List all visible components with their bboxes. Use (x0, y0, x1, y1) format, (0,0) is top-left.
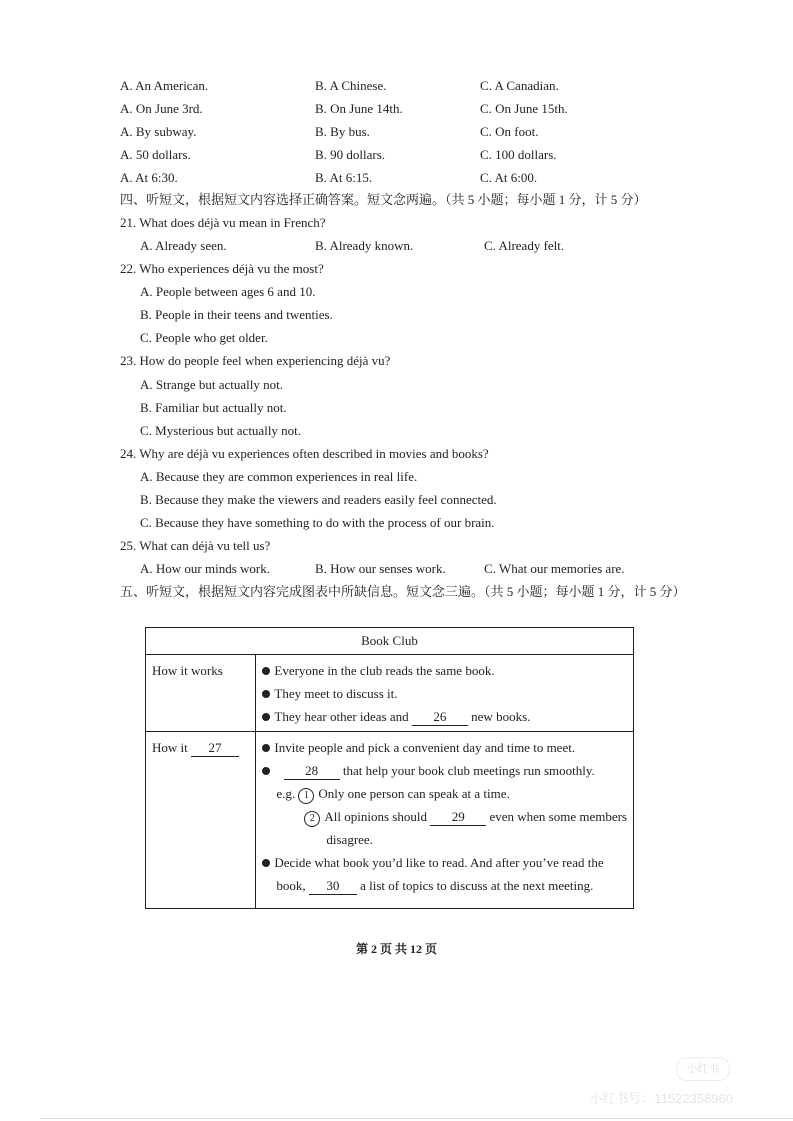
bullet-icon (262, 713, 270, 721)
list-item: Everyone in the club reads the same book. (262, 659, 627, 682)
q18-option-b: B. By bus. (315, 124, 370, 139)
q24-option-a: A. Because they are common experiences in real life. (140, 469, 418, 484)
q24-option-b: B. Because they make the viewers and readers easily feel connected. (140, 492, 497, 507)
bullet-icon (262, 667, 270, 675)
list-item: 28 that help your book club meetings run smoothly. (262, 759, 627, 782)
q25-option-a: A. How our minds work. (140, 561, 270, 576)
answer-blank-30[interactable]: 30 (309, 878, 357, 895)
q19-option-b: B. 90 dollars. (315, 147, 386, 162)
bottom-divider (40, 1118, 793, 1119)
bullet-icon (262, 690, 270, 698)
q16-option-c: C. A Canadian. (480, 78, 559, 93)
list-item: Invite people and pick a convenient day and time to meet. (262, 736, 627, 759)
q23-option-a: A. Strange but actually not. (140, 377, 283, 392)
list-item: They meet to discuss it. (262, 682, 627, 705)
q19-option-c: C. 100 dollars. (480, 147, 557, 162)
answer-blank-28[interactable]: 28 (284, 763, 340, 780)
circled-number-icon: 1 (298, 788, 314, 804)
watermark-logo: 小红书 (676, 1057, 730, 1081)
q25-stem: 25. What can déjà vu tell us? (120, 538, 271, 553)
q23-stem: 23. How do people feel when experiencing déjà vu? (120, 353, 391, 368)
bullet-icon (262, 859, 270, 867)
row-label-how-it: How it 27 (146, 732, 256, 909)
row-content-how-it (256, 732, 634, 909)
page-footer: 第 2 页 共 12 页 (355, 942, 437, 956)
q22-stem: 22. Who experiences déjà vu the most? (120, 261, 324, 276)
q17-option-a: A. On June 3rd. (120, 101, 203, 116)
q20-option-c: C. At 6:00. (480, 170, 538, 185)
q16-option-b: B. A Chinese. (315, 78, 387, 93)
q21-option-c: C. Already felt. (484, 238, 565, 253)
section-5-heading: 五、听短文，根据短文内容完成图表中所缺信息。短文念三遍。（共 5 小题；每小题 1 分，计 5 分） (120, 584, 686, 599)
book-club-table (145, 627, 634, 909)
q24-stem: 24. Why are déjà vu experiences often described in movies and books? (120, 446, 489, 461)
circled-number-icon: 2 (304, 811, 320, 827)
row-label-how-it-works: How it works (146, 655, 256, 732)
q18-option-c: C. On foot. (480, 124, 539, 139)
answer-blank-26[interactable]: 26 (412, 709, 468, 726)
bullet-icon (262, 767, 270, 775)
q22-option-a: A. People between ages 6 and 10. (140, 284, 316, 299)
q20-option-a: A. At 6:30. (120, 170, 178, 185)
list-item: They hear other ideas and 26 new books. (262, 705, 627, 728)
bullet-icon (262, 744, 270, 752)
q24-option-c: C. Because they have something to do with the process of our brain. (140, 515, 495, 530)
q20-option-b: B. At 6:15. (315, 170, 373, 185)
answer-blank-27[interactable]: 27 (191, 740, 239, 757)
q22-option-b: B. People in their teens and twenties. (140, 307, 333, 322)
q21-option-a: A. Already seen. (140, 238, 227, 253)
section-4-heading: 四、听短文，根据短文内容选择正确答案。短文念两遍。（共 5 小题；每小题 1 分，计 5 分） (120, 192, 647, 207)
example-2-continuation: disagree. (326, 832, 373, 847)
list-item-continuation: book, 30 a list of topics to discuss at the next meeting. (276, 878, 594, 893)
example-1: e.g. 1 Only one person can speak at a time. (262, 782, 627, 805)
example-2: 2 All opinions should 29 even when some members (262, 805, 627, 828)
answer-blank-29[interactable]: 29 (430, 809, 486, 826)
row-content-how-it-works (256, 655, 634, 732)
q17-option-c: C. On June 15th. (480, 101, 568, 116)
q19-option-a: A. 50 dollars. (120, 147, 191, 162)
list-item: Decide what book you’d like to read. And after you’ve read the (262, 851, 627, 874)
q23-option-c: C. Mysterious but actually not. (140, 423, 302, 438)
q25-option-b: B. How our senses work. (315, 561, 446, 576)
watermark-text: 小红书号：11522358960 (589, 1091, 733, 1106)
table-title: Book Club (146, 628, 634, 655)
q25-option-c: C. What our memories are. (484, 561, 625, 576)
q21-stem: 21. What does déjà vu mean in French? (120, 215, 326, 230)
q17-option-b: B. On June 14th. (315, 101, 403, 116)
q21-option-b: B. Already known. (315, 238, 414, 253)
q22-option-c: C. People who get older. (140, 330, 268, 345)
q16-option-a: A. An American. (120, 78, 209, 93)
q18-option-a: A. By subway. (120, 124, 197, 139)
q23-option-b: B. Familiar but actually not. (140, 400, 287, 415)
